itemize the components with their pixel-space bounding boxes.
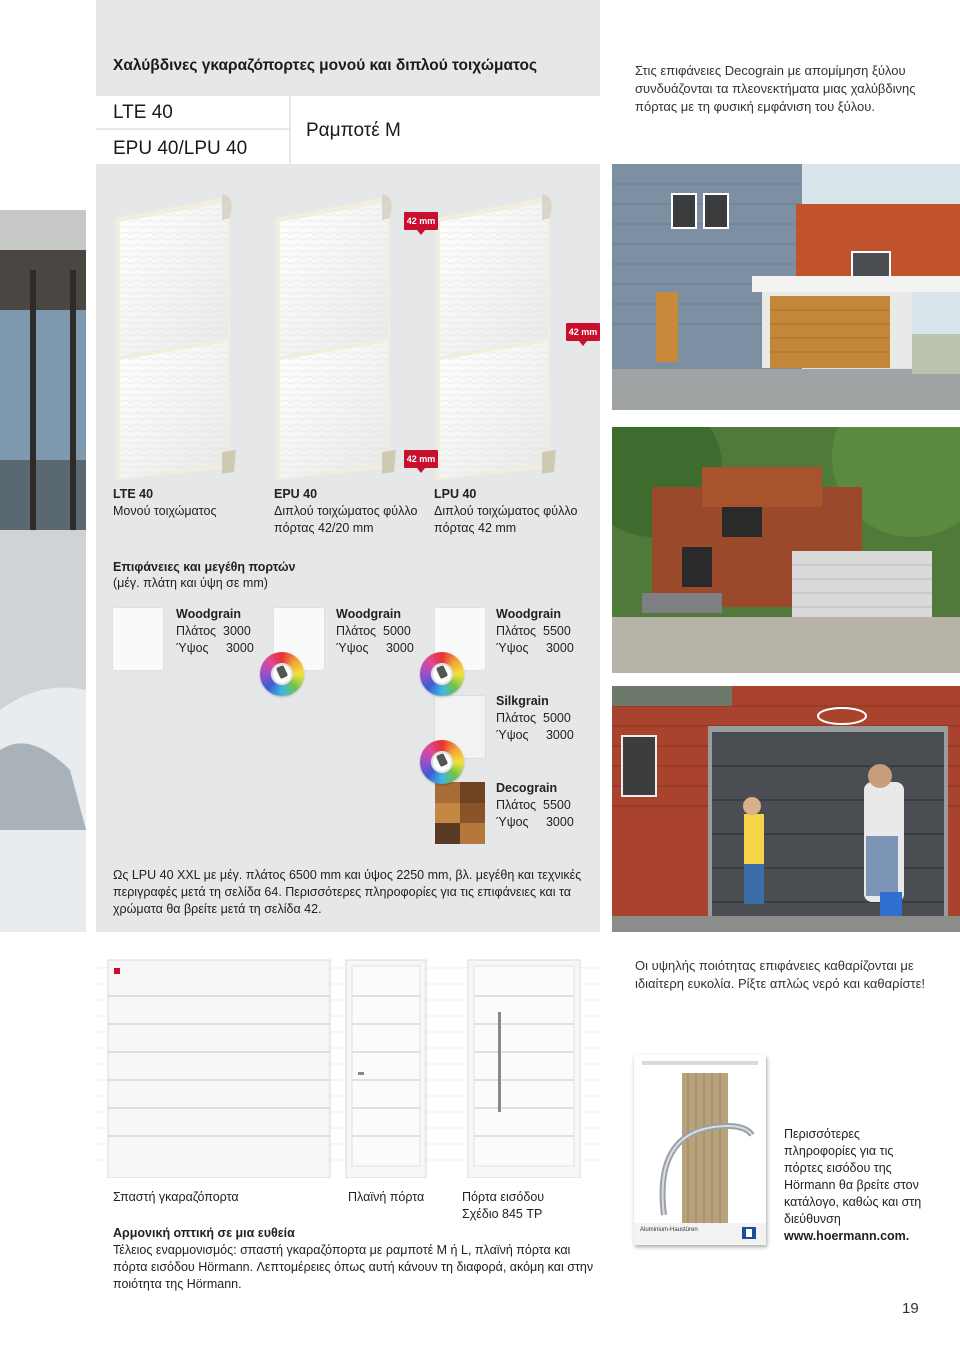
label-side-door: Πλαϊνή πόρτα — [348, 1190, 425, 1204]
surface-spec-1 — [176, 606, 254, 657]
surfaces-note: Ως LPU 40 XXL με μέγ. πλάτος 6500 mm και ύψος 2250 mm, βλ. μεγέθη και τεχνικές περιγραφές μετά τη σελίδα 64. Περισσότερες πληροφορίες για τις επιφάνειες και τα χρώματα θα βρείτε μετά τη σελίδα 42. — [113, 868, 582, 916]
catalog-description: Περισσότερες πληροφορίες για τις πόρτες εισόδου της Hörmann θα βρείτε στον κατάλογο, καθώς και στη διεύθυνση — [784, 1127, 922, 1226]
thickness-badge-3: 42 mm — [404, 450, 438, 468]
thickness-badge-1: 42 mm — [404, 212, 438, 230]
surface-spec-2 — [336, 606, 414, 657]
caption-lpu40 — [434, 486, 584, 537]
label-entrance-door — [462, 1189, 544, 1223]
caption-lpu40-desc: Διπλού τοιχώματος φύλλο πόρτας 42 mm — [434, 504, 578, 535]
doors-heading: Αρμονική οπτική σε μια ευθεία — [113, 1226, 295, 1240]
decograin-swatches — [435, 782, 485, 844]
surface-spec-4 — [496, 693, 574, 744]
surfaces-subheading: (μέγ. πλάτη και ύψη σε mm) — [113, 576, 268, 590]
caption-lte40-desc: Μονού τοιχώματος — [113, 504, 217, 518]
surface-name: Decograin — [496, 781, 558, 795]
surface-height: Ύψος 3000 — [496, 641, 574, 655]
surface-width: Πλάτος 5500 — [496, 798, 571, 812]
catalog-cover — [634, 1055, 766, 1245]
caption-epu40-title: EPU 40 — [274, 487, 318, 501]
surface-height: Ύψος 3000 — [176, 641, 254, 655]
model-ribbed-m: Ραμποτέ M — [306, 120, 401, 141]
doors-text: Τέλειος εναρμονισμός: σπαστή γκαραζόπορτα με ραμποτέ M ή L, πλαϊνή πόρτα και πόρτα εισόδου Hörmann. Λεπτομέρειες όπως αυτή κάνουν τη διαφορά, ακόμη και στην ποιότητα της Hörmann. — [113, 1243, 594, 1291]
label-sectional-door: Σπαστή γκαραζόπορτα — [113, 1190, 239, 1204]
photo-blue-house-wood-garage — [612, 164, 960, 410]
surface-width: Πλάτος 3000 — [176, 624, 251, 638]
surface-spec-3 — [496, 606, 574, 657]
surface-height: Ύψος 3000 — [336, 641, 414, 655]
surface-width: Πλάτος 5000 — [336, 624, 411, 638]
entrance-door-model: Σχέδιο 845 TP — [462, 1207, 543, 1221]
photo-washing-garage-door — [612, 686, 960, 932]
intro-text: Στις επιφάνειες Decograin με απομίμηση ξύλου συνδυάζονται τα πλεονεκτήματα μιας χαλύβδινης πόρτας με τη φυσική εμφάνιση του ξύλου. — [635, 63, 916, 114]
photo-rust-house-white-garage — [612, 427, 960, 673]
entrance-door-name: Πόρτα εισόδου — [462, 1190, 545, 1204]
model-epu-lpu40: EPU 40/LPU 40 — [113, 138, 248, 159]
catalog-cover-title: Aluminium-Haustüren — [640, 1227, 698, 1233]
door-panel-illustrations — [110, 188, 590, 480]
catalog-text — [784, 1126, 934, 1245]
doors-illustration — [96, 948, 600, 1178]
surface-spec-5 — [496, 780, 574, 831]
background-house-photo — [0, 210, 86, 932]
caption-epu40 — [274, 486, 424, 537]
caption-lte40-title: LTE 40 — [113, 487, 154, 501]
surface-width: Πλάτος 5000 — [496, 711, 571, 725]
caption-lpu40-title: LPU 40 — [434, 487, 477, 501]
caption-lte40 — [113, 486, 263, 520]
surface-name: Woodgrain — [336, 607, 402, 621]
surfaces-heading: Επιφάνειες και μεγέθη πορτών — [113, 560, 296, 574]
catalog-url[interactable]: www.hoermann.com. — [784, 1229, 910, 1243]
cleaning-caption: Οι υψηλής ποιότητας επιφάνειες καθαρίζονται με ιδιαίτερη ευκολία. Ρίξτε απλώς νερό και καθαρίστε! — [635, 958, 926, 991]
color-wheel-icon-3 — [420, 740, 464, 784]
surface-name: Silkgrain — [496, 694, 549, 708]
surface-height: Ύψος 3000 — [496, 728, 574, 742]
thickness-badge-2: 42 mm — [566, 323, 600, 341]
model-lte40: LTE 40 — [113, 102, 173, 123]
page-number: 19 — [902, 1300, 919, 1317]
surface-name: Woodgrain — [176, 607, 242, 621]
surface-name: Woodgrain — [496, 607, 562, 621]
color-wheel-icon-1 — [260, 652, 304, 696]
surface-width: Πλάτος 5500 — [496, 624, 571, 638]
color-wheel-icon-2 — [420, 652, 464, 696]
caption-epu40-desc: Διπλού τοιχώματος φύλλο πόρτας 42/20 mm — [274, 504, 418, 535]
woodgrain-swatch-1 — [113, 608, 163, 670]
page-title: Χαλύβδινες γκαραζόπορτες μονού και διπλού τοιχώματος — [113, 57, 538, 74]
surface-height: Ύψος 3000 — [496, 815, 574, 829]
